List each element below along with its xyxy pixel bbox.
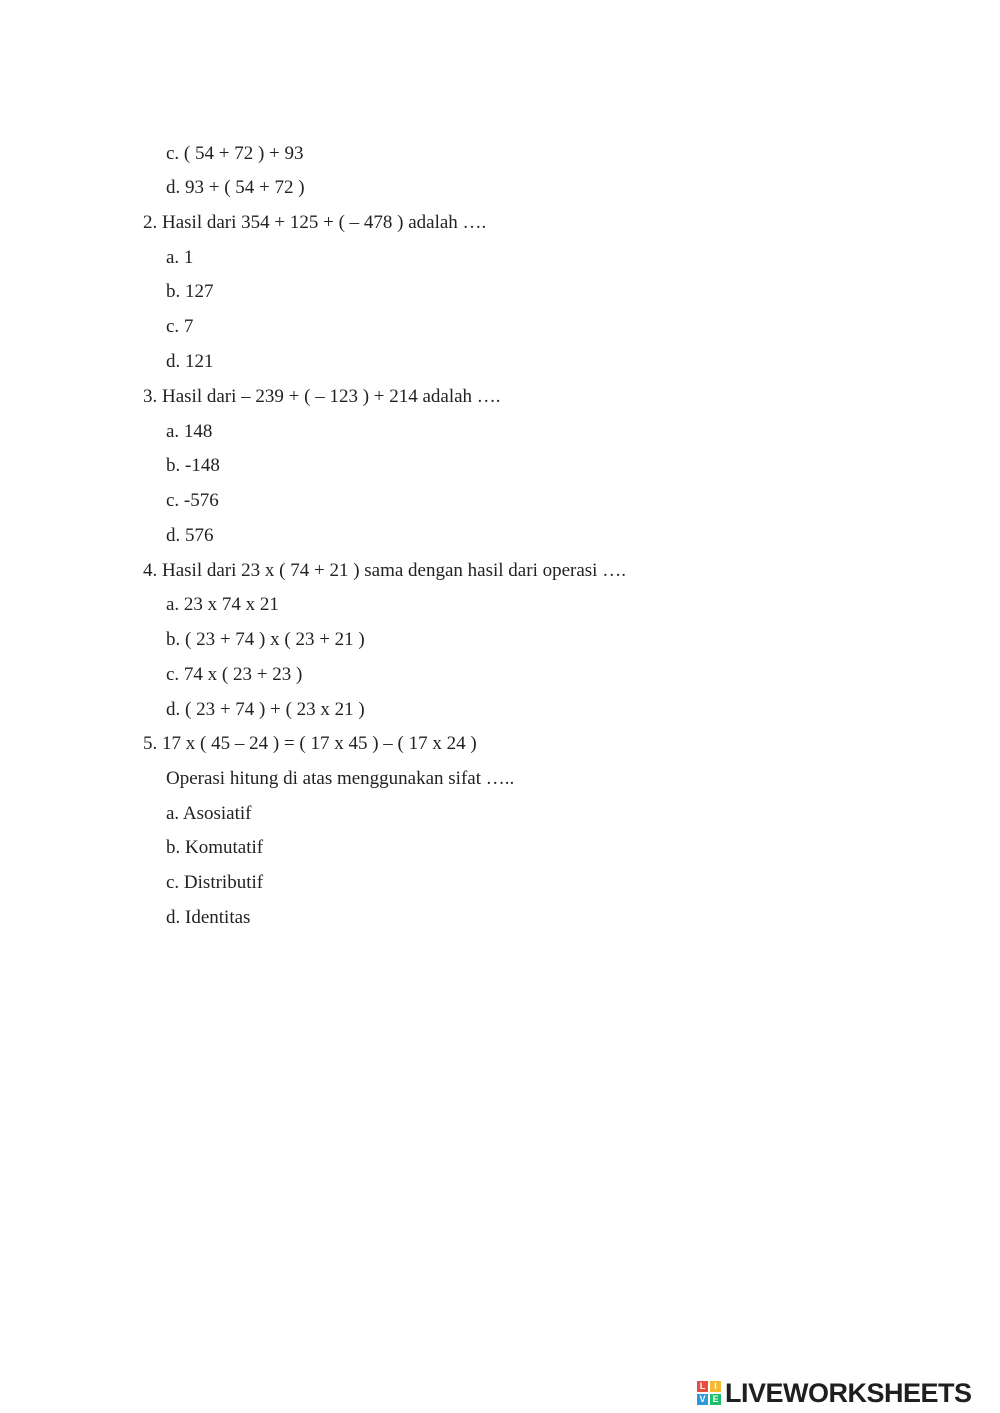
q3-option-a: a. 148 [166, 421, 213, 442]
q5-option-b: b. Komutatif [166, 837, 264, 858]
q5-option-d: d. Identitas [166, 907, 251, 928]
q2-option-a: a. 1 [166, 247, 194, 268]
q2-option-b: b. 127 [166, 281, 214, 302]
q5-question: 5. 17 x ( 45 – 24 ) = ( 17 x 45 ) – ( 17 x 24 ) [143, 733, 477, 754]
q4-question: 4. Hasil dari 23 x ( 74 + 21 ) sama dengan hasil dari operasi …. [143, 560, 626, 581]
q1-option-d: d. 93 + ( 54 + 72 ) [166, 177, 305, 198]
q3-option-b: b. -148 [166, 455, 220, 476]
logo-text: LIVEWORKSHEETS [725, 1377, 972, 1408]
q5-subtext: Operasi hitung di atas menggunakan sifat ….. [166, 768, 515, 789]
q3-option-c: c. -576 [166, 490, 219, 511]
q5-option-c: c. Distributif [166, 872, 264, 893]
q5-option-a: a. Asosiatif [166, 803, 252, 824]
q4-option-b: b. ( 23 + 74 ) x ( 23 + 21 ) [166, 629, 365, 650]
logo-mark-letter-e: E [710, 1394, 721, 1405]
logo-mark-icon [697, 1381, 721, 1405]
q4-option-d: d. ( 23 + 74 ) + ( 23 x 21 ) [166, 699, 365, 720]
q2-option-c: c. 7 [166, 316, 194, 337]
q2-question: 2. Hasil dari 354 + 125 + ( – 478 ) adalah …. [143, 212, 487, 233]
q1-option-c: c. ( 54 + 72 ) + 93 [166, 143, 304, 164]
logo-mark-letter-v: V [697, 1394, 708, 1405]
q4-option-c: c. 74 x ( 23 + 23 ) [166, 664, 303, 685]
q4-option-a: a. 23 x 74 x 21 [166, 594, 279, 615]
logo-mark-letter-i: I [710, 1381, 721, 1392]
q3-option-d: d. 576 [166, 525, 214, 546]
logo-mark-letter-l: L [697, 1381, 708, 1392]
liveworksheets-logo [697, 1378, 972, 1408]
q3-question: 3. Hasil dari – 239 + ( – 123 ) + 214 adalah …. [143, 386, 501, 407]
q2-option-d: d. 121 [166, 351, 214, 372]
